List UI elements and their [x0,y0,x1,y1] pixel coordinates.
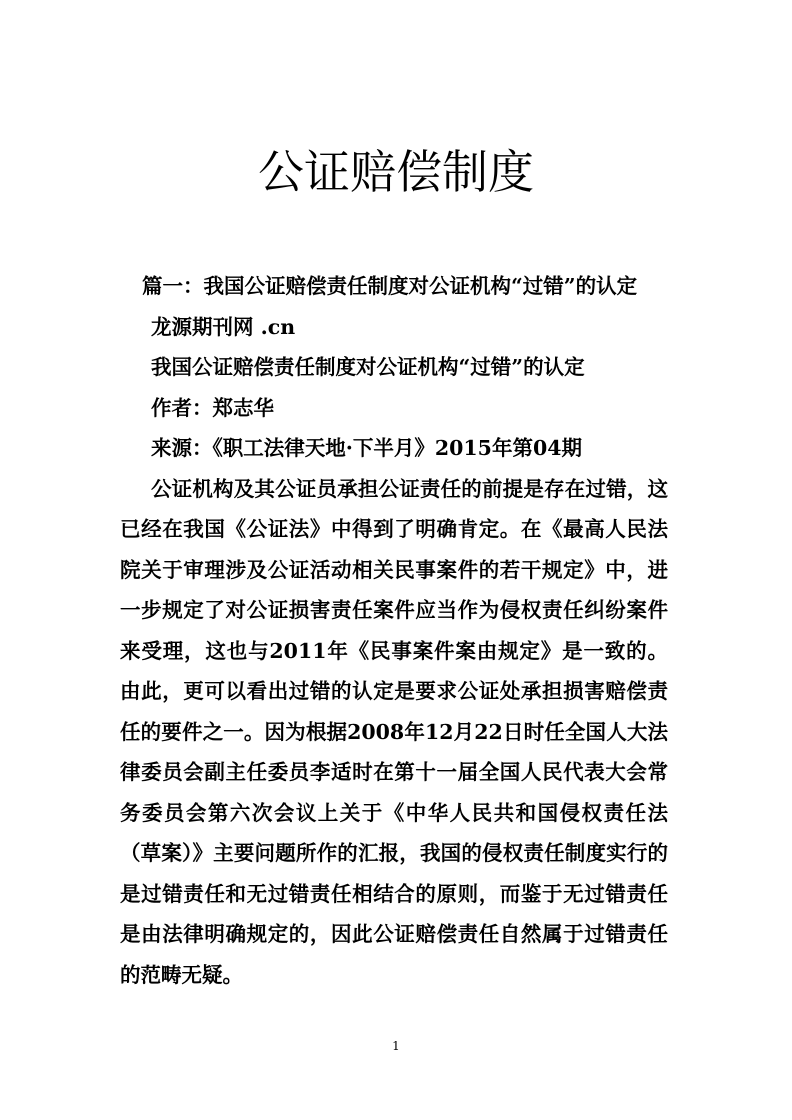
page-number: 1 [392,1039,400,1053]
document-body [120,266,668,995]
source-site: 龙源期刊网 .cn [151,314,296,339]
section-heading: 篇一：我国公证赔偿责任制度对公证机构“过错”的认定 [142,274,638,298]
article-title: 我国公证赔偿责任制度对公证机构“过错”的认定 [151,355,585,379]
source-line: 来源：《职工法律天地·下半月》2015年第04期 [151,436,582,460]
author-line: 作者：郑志华 [151,395,274,420]
document-title: 公证赔偿制度 [258,145,534,199]
body-paragraph: 公证机构及其公证员承担公证责任的前提是存在过错，这已经在我国《公证法》中得到了明确肯定。在《最高人民法院关于审理涉及公证活动相关民事案件的若干规定》中，进一步规定了对公证损害责任案件应当作为侵权责任纠纷案件来受理，这也与2011年《民事案件案由规定》是一致的。由此，更可以看出过错的认定是要求公证处承担损害赔偿责任的要件之一。因为根据2008年12月22日时任全国人大法律委员会副主任委员李适时在第十一届全国人民代表大会常务委员会第六次会议上关于《中华人民共和国侵权责任法（草案）》主要问题所作的汇报，我国的侵权责任制度实行的是过错责任和无过错责任相结合的原则，而鉴于无过错责任是由法律明确规定的，因此公证赔偿责任自然属于过错责任的范畴无疑。 [120,476,668,987]
